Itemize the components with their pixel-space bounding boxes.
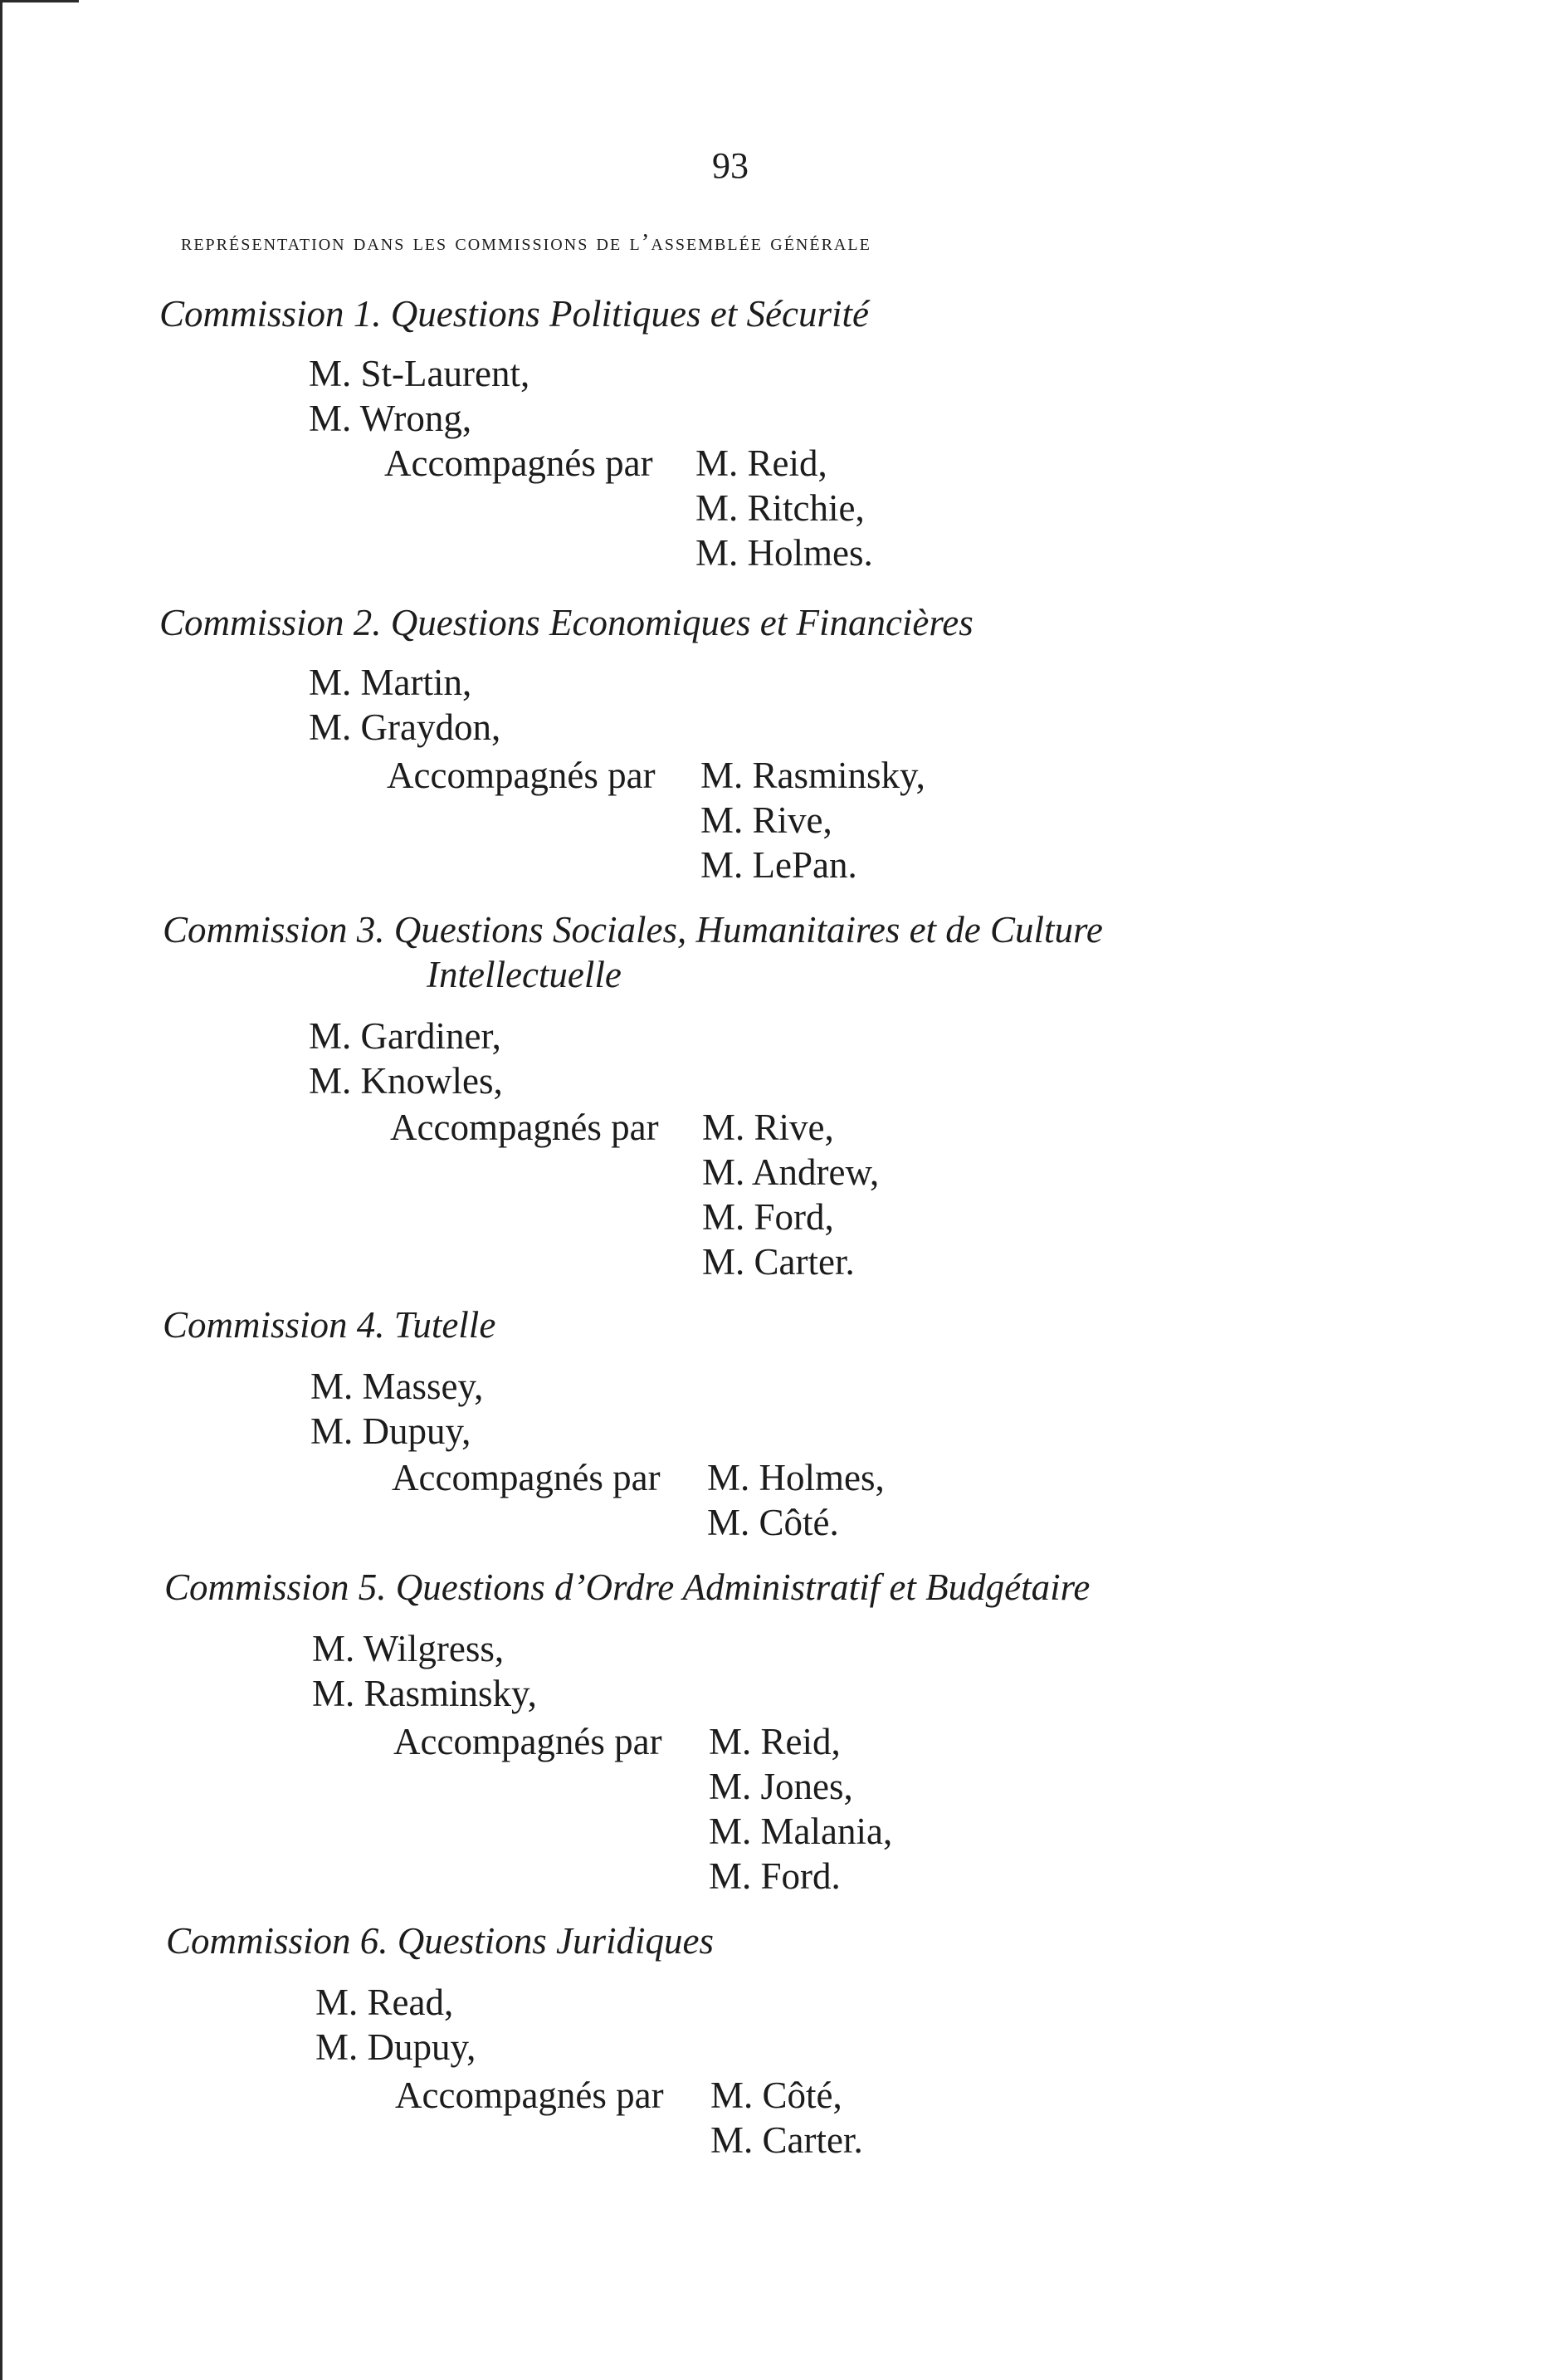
commission-2-adviser-1: M. Rasminsky,	[700, 755, 925, 796]
commission-1-accompanied-label: Accompagnés par	[384, 442, 653, 484]
commission-3-adviser-3: M. Ford,	[702, 1196, 834, 1238]
scan-corner-line	[0, 0, 79, 2]
commission-3-adviser-1: M. Rive,	[702, 1107, 834, 1148]
commission-1-delegate-1: M. St-Laurent,	[309, 353, 530, 394]
commission-2-adviser-2: M. Rive,	[700, 799, 832, 841]
commission-4-delegate-1: M. Massey,	[310, 1366, 484, 1407]
commission-6-heading: Commission 6. Questions Juridiques	[166, 1920, 715, 1962]
commission-2-adviser-3: M. LePan.	[700, 844, 857, 886]
commission-5-adviser-4: M. Ford.	[709, 1855, 841, 1897]
commission-5-adviser-1: M. Reid,	[709, 1721, 841, 1762]
commission-6-accompanied-label: Accompagnés par	[395, 2075, 664, 2116]
running-head: représentation dans les commissions de l’assemblée générale	[181, 229, 871, 256]
commission-4-accompanied-label: Accompagnés par	[392, 1457, 661, 1498]
commission-5-accompanied-label: Accompagnés par	[393, 1721, 662, 1762]
commission-3-adviser-4: M. Carter.	[702, 1241, 855, 1283]
commission-2-delegate-2: M. Graydon,	[309, 706, 501, 748]
commission-3-heading: Commission 3. Questions Sociales, Humanitaires et de Culture	[163, 909, 1103, 951]
scan-edge-line	[0, 0, 2, 2380]
commission-3-heading-continued: Intellectuelle	[427, 954, 622, 995]
commission-6-adviser-1: M. Côté,	[710, 2075, 842, 2116]
commission-5-heading: Commission 5. Questions d’Ordre Administratif et Budgétaire	[164, 1566, 1091, 1608]
commission-4-adviser-1: M. Holmes,	[707, 1457, 885, 1498]
commission-6-adviser-2: M. Carter.	[710, 2119, 863, 2161]
commission-5-adviser-3: M. Malania,	[709, 1811, 893, 1852]
commission-4-delegate-2: M. Dupuy,	[310, 1410, 471, 1452]
commission-6-delegate-2: M. Dupuy,	[315, 2026, 476, 2068]
commission-1-adviser-2: M. Ritchie,	[695, 487, 865, 529]
commission-3-adviser-2: M. Andrew,	[702, 1151, 880, 1193]
page-number: 93	[712, 145, 749, 186]
commission-5-adviser-2: M. Jones,	[709, 1766, 853, 1807]
commission-1-heading: Commission 1. Questions Politiques et Sécurité	[159, 293, 869, 335]
commission-3-accompanied-label: Accompagnés par	[390, 1107, 659, 1148]
commission-3-delegate-1: M. Gardiner,	[309, 1015, 501, 1057]
commission-2-accompanied-label: Accompagnés par	[387, 755, 656, 796]
commission-5-delegate-2: M. Rasminsky,	[312, 1673, 537, 1714]
commission-6-delegate-1: M. Read,	[315, 1982, 454, 2023]
commission-3-delegate-2: M. Knowles,	[309, 1060, 503, 1102]
commission-1-delegate-2: M. Wrong,	[309, 398, 472, 439]
commission-2-heading: Commission 2. Questions Economiques et Financières	[159, 602, 974, 643]
commission-2-delegate-1: M. Martin,	[309, 662, 472, 703]
commission-1-adviser-3: M. Holmes.	[695, 532, 873, 574]
commission-5-delegate-1: M. Wilgress,	[312, 1628, 505, 1669]
commission-4-heading: Commission 4. Tutelle	[163, 1304, 496, 1346]
commission-4-adviser-2: M. Côté.	[707, 1502, 839, 1543]
commission-1-adviser-1: M. Reid,	[695, 442, 827, 484]
